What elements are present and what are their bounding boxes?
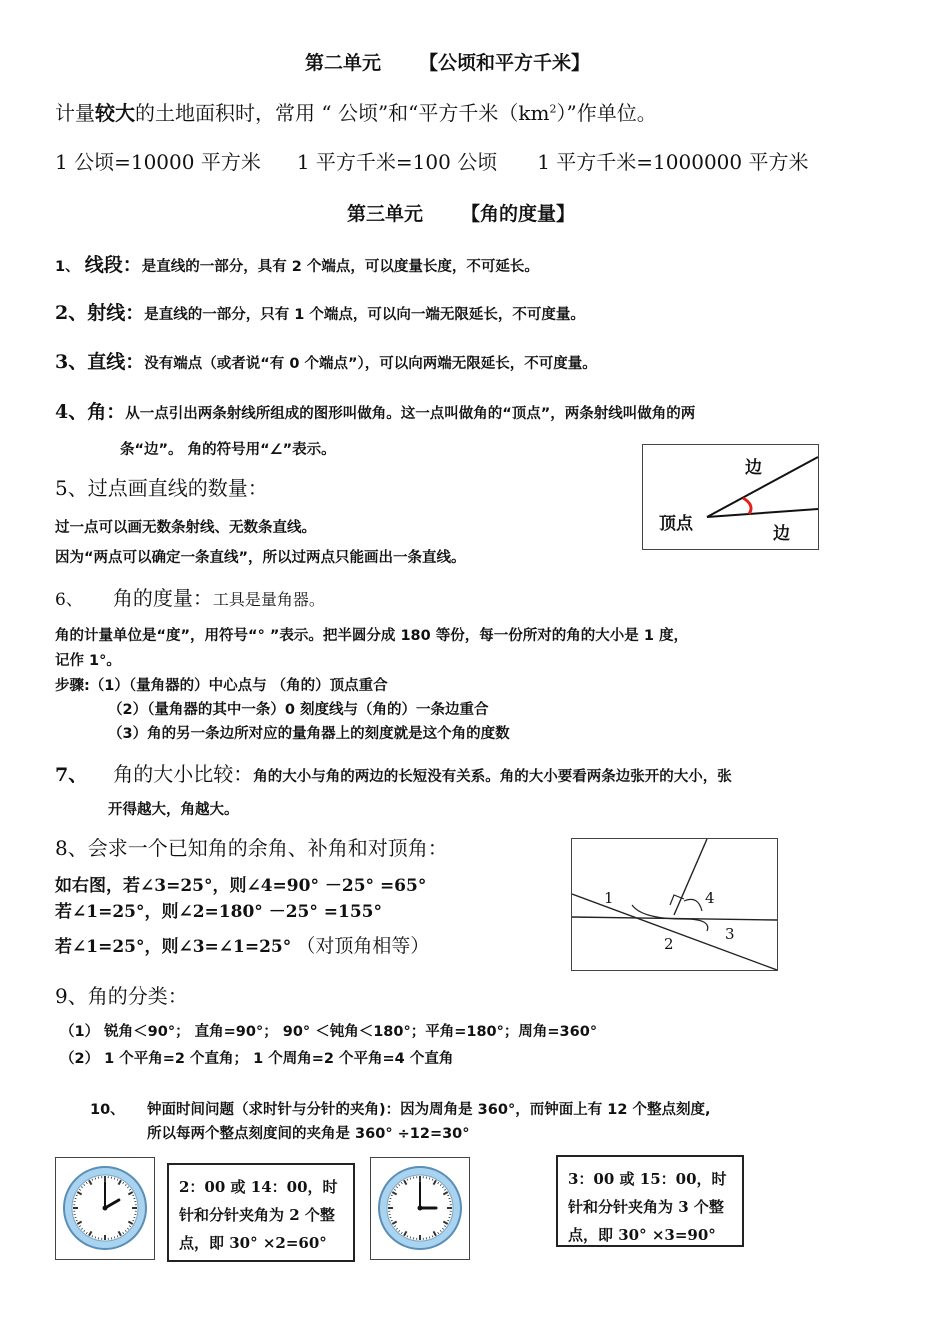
clock-1 <box>56 1158 154 1259</box>
item-6-line-2: 记作 1°。 <box>55 653 121 669</box>
item-8-title: 8、会求一个已知角的余角、补角和对顶角： <box>55 836 448 860</box>
item-1-text: 是直线的一部分，具有 2 个端点，可以度量长度，不可延长。 <box>141 259 539 275</box>
item-8-line-3: 若∠1=25°，则∠3=∠1=25° <box>55 937 292 957</box>
item-6-step-3: （3）角的另一条边所对应的量角器上的刻度就是这个角的度数 <box>108 726 510 742</box>
lines-label-1: 1 <box>604 889 614 907</box>
item-2-num: 2、 <box>55 302 88 324</box>
note-1-text: 2：00 或 14：00，时针和分针夹角为 2 个整点，即 30° ×2=60° <box>179 1178 338 1252</box>
item-4 <box>55 397 695 424</box>
item-6-line-1: 角的计量单位是“度”，用符号“° ”表示。把半圆分成 180 等份，每一份所对的角的大小是 1 度， <box>55 628 688 644</box>
item-5-line-1: 过一点可以画无数条射线、无数条直线。 <box>55 520 316 536</box>
item-4-num: 4、 <box>55 401 88 423</box>
note-box-1 <box>167 1163 355 1262</box>
lines-svg <box>572 839 777 970</box>
item-4-text-1: 从一点引出两条射线所组成的图形叫做角。这一点叫做角的“顶点”，两条射线叫做角的两 <box>125 406 696 422</box>
note-2-text: 3：00 或 15：00，时针和分针夹角为 3 个整点，即 30° ×3=90° <box>568 1170 727 1244</box>
note-box-2 <box>556 1155 744 1247</box>
item-1 <box>55 250 539 277</box>
item-3-text: 没有端点（或者说“有 0 个端点”），可以向两端无限延长，不可度量。 <box>144 356 597 372</box>
item-6 <box>55 582 325 611</box>
item-7-num: 7、 <box>55 764 88 786</box>
item-7 <box>55 758 732 787</box>
item-7-term: 角的大小比较： <box>113 762 254 786</box>
clock-2-frame <box>370 1157 470 1260</box>
item-2-term: 射线： <box>87 302 145 324</box>
angle-label-side-top: 边 <box>745 458 762 478</box>
item-6-term: 角的度量： <box>112 586 213 610</box>
conversion-3: 1 平方千米=1000000 平方米 <box>537 150 809 174</box>
clock-2-center <box>418 1206 423 1211</box>
unit2-title: 第二单元 <box>305 52 382 74</box>
lines-diagram <box>571 838 778 971</box>
unit2-heading <box>305 48 590 75</box>
unit3-title: 第三单元 <box>347 203 424 225</box>
item-10-text-1: 钟面时间问题（求时针与分针的夹角)：因为周角是 360°，而钟面上有 12 个整点刻度, <box>147 1102 711 1118</box>
angle-label-vertex: 顶点 <box>659 514 693 534</box>
unit3-subtitle: 【角的度量】 <box>461 203 576 225</box>
item-4-term: 角： <box>87 401 126 423</box>
item-6-tool: 工具是量角器。 <box>212 590 325 609</box>
lines-label-3: 3 <box>725 925 735 943</box>
clock-2 <box>371 1158 469 1259</box>
item-8-line-2: 若∠1=25°，则∠2=180° －25° =155° <box>55 902 383 922</box>
intro-text-b: 的土地面积时，常用 “ 公顷”和“平方千米（km <box>135 101 550 125</box>
item-4-text-2: 条“边”。 角的符号用“∠”表示。 <box>120 442 336 458</box>
intro-bold: 较大 <box>95 101 135 125</box>
unit2-conversions <box>55 146 808 175</box>
item-9-title: 9、角的分类： <box>55 984 188 1008</box>
item-1-term: 线段： <box>84 254 142 276</box>
clock-1-frame <box>55 1157 155 1260</box>
item-3 <box>55 347 597 374</box>
item-2-text: 是直线的一部分，只有 1 个端点，可以向一端无限延长，不可度量。 <box>144 307 585 323</box>
item-8-line-1: 如右图，若∠3=25°，则∠4=90° －25° =65° <box>55 876 427 896</box>
angle-side-bottom <box>707 509 818 517</box>
intro-text-c: ）”作单位。 <box>556 101 657 125</box>
angle-label-side-bottom: 边 <box>773 524 790 544</box>
item-6-step-2: （2）（量角器的其中一条）0 刻度线与（角的）一条边重合 <box>108 702 489 718</box>
angle-arc <box>743 498 751 514</box>
intro-sup: 2 <box>549 102 557 116</box>
item-9-line-1: （1） 锐角＜90°； 直角=90°； 90° ＜钝角＜180°；平角=180°；周角=360° <box>60 1024 598 1040</box>
intro-text-a: 计量 <box>55 101 95 125</box>
item-1-num: 1、 <box>55 259 80 275</box>
angle-side-top <box>707 457 818 517</box>
item-3-term: 直线： <box>87 351 145 373</box>
unit3-heading <box>347 199 575 226</box>
item-5-line-2: 因为“两点可以确定一条直线”，所以过两点只能画出一条直线。 <box>55 550 466 566</box>
unit2-intro <box>55 97 657 126</box>
line-c <box>674 839 707 915</box>
item-5-title: 5、过点画直线的数量： <box>55 476 268 500</box>
conversion-1: 1 公顷=10000 平方米 <box>55 150 261 174</box>
item-3-num: 3、 <box>55 351 88 373</box>
unit2-subtitle: 【公顷和平方千米】 <box>419 52 591 74</box>
lines-label-4: 4 <box>705 889 715 907</box>
item-10-num: 10、 <box>90 1102 125 1118</box>
item-7-text-1: 角的大小与角的两边的长短没有关系。角的大小要看两条边张开的大小，张 <box>253 769 732 785</box>
line-a <box>572 894 777 970</box>
lines-label-2: 2 <box>664 935 674 953</box>
clock-1-center <box>103 1206 108 1211</box>
item-2 <box>55 298 585 325</box>
item-7-text-2: 开得越大，角越大。 <box>108 802 239 818</box>
angle-diagram <box>642 444 819 550</box>
item-6-num: 6、 <box>55 590 83 610</box>
item-10-text-2: 所以每两个整点刻度间的夹角是 360° ÷12=30° <box>147 1126 470 1142</box>
item-8-note: （对顶角相等） <box>296 935 430 957</box>
item-6-step-1: 步骤:（1）（量角器的）中心点与 （角的）顶点重合 <box>55 678 388 694</box>
item-8-line-3-wrap <box>55 931 429 958</box>
item-9-line-2: （2） 1 个平角=2 个直角； 1 个周角=2 个平角=4 个直角 <box>60 1051 454 1067</box>
conversion-2: 1 平方千米=100 公顷 <box>296 150 498 174</box>
angle-arc-4 <box>684 899 702 911</box>
